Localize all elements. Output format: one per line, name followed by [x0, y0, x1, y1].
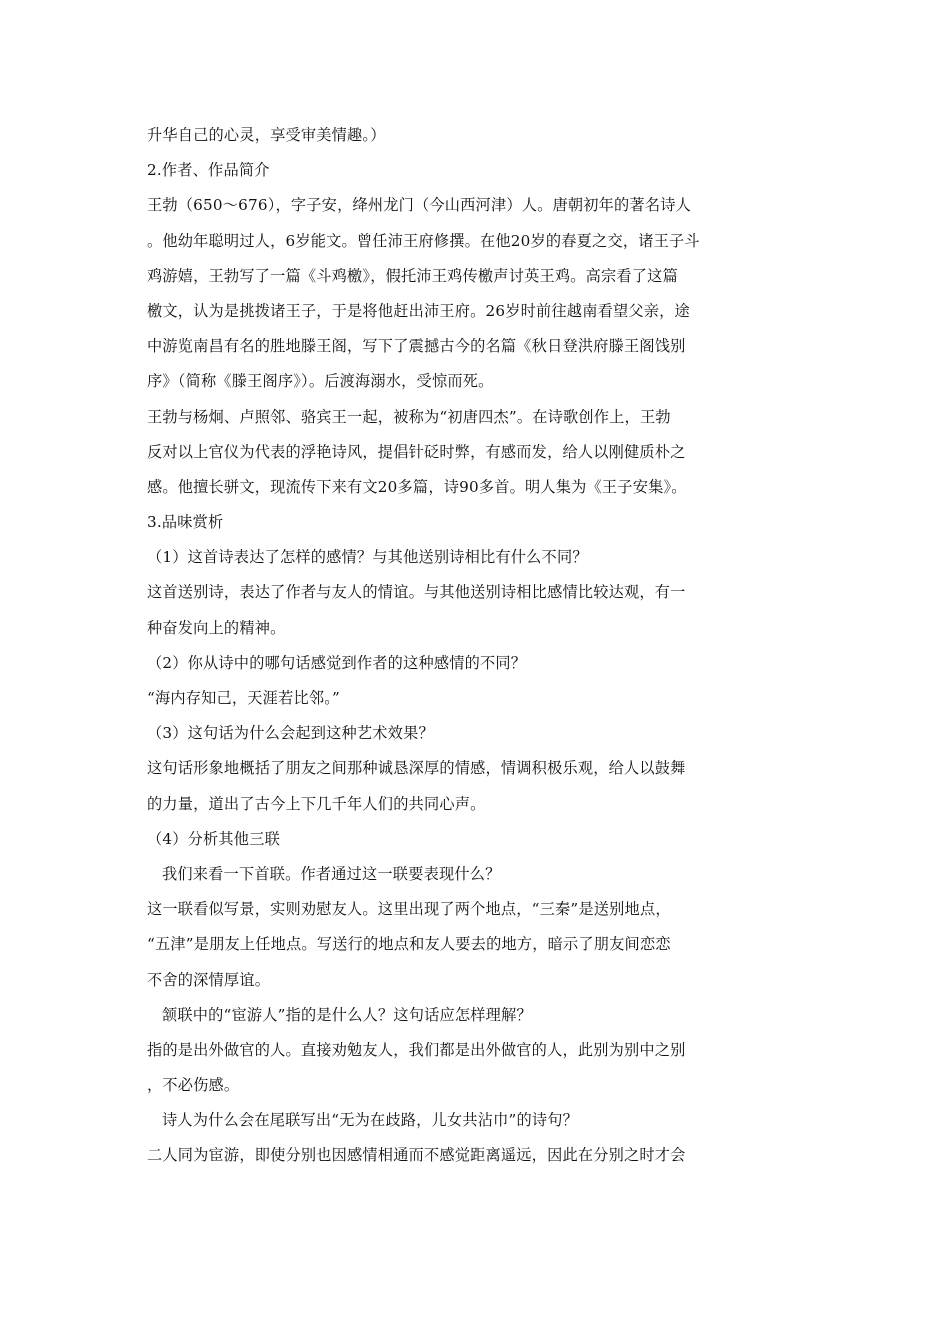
text-line: 的力量，道出了古今上下几千年人们的共同心声。: [147, 794, 486, 813]
text-line: 反对以上官仪为代表的浮艳诗风，提倡针砭时弊，有感而发，给人以刚健质朴之: [147, 442, 686, 461]
text-line: 种奋发向上的精神。: [147, 618, 286, 637]
text-line: 序》（简称《滕王阁序》）。后渡海溺水，受惊而死。: [147, 372, 494, 391]
text-line: 二人同为宦游，即使分别也因感情相通而不感觉距离遥远，因此在分别之时才会: [147, 1146, 686, 1165]
section-heading: 3.品味赏析: [147, 513, 224, 532]
text-line: 鸡游嬉，王勃写了一篇《斗鸡檄》，假托沛王鸡传檄声讨英王鸡。高宗看了这篇: [147, 266, 678, 285]
question-line: 诗人为什么会在尾联写出“无为在歧路，儿女共沾巾”的诗句？: [162, 1111, 579, 1130]
text-line: 。他幼年聪明过人，6岁能文。曾任沛王府修撰。在他20岁的春夏之交，诸王子斗: [147, 231, 700, 250]
text-line: 不舍的深情厚谊。: [147, 970, 271, 989]
text-line: ，不必伤感。: [147, 1076, 240, 1095]
question-line: （2）你从诗中的哪句话感觉到作者的这种感情的不同？: [147, 653, 527, 672]
text-line: 指的是出外做官的人。直接劝勉友人，我们都是出外做官的人，此别为别中之别: [147, 1040, 686, 1059]
text-line: 感。他擅长骈文，现流传下来有文20多篇，诗90多首。明人集为《王子安集》。: [147, 477, 687, 496]
text-line: 这句话形象地概括了朋友之间那种诚恳深厚的情感，情调积极乐观，给人以鼓舞: [147, 759, 686, 778]
document-page: [147, 118, 747, 1174]
text-line: “海内存知己，天涯若比邻。”: [147, 689, 340, 707]
question-line: （4）分析其他三联: [147, 829, 280, 848]
text-line: 升华自己的心灵，享受审美情趣。）: [147, 126, 386, 144]
question-line: 我们来看一下首联。作者通过这一联要表现什么？: [162, 864, 501, 883]
text-line: 中游览南昌有名的胜地滕王阁，写下了震撼古今的名篇《秋日登洪府滕王阁饯别: [147, 337, 686, 356]
section-heading: 2.作者、作品简介: [147, 161, 270, 180]
text-line: 檄文，认为是挑拨诸王子，于是将他赶出沛王府。26岁时前往越南看望父亲，途: [147, 301, 690, 320]
question-line: （1）这首诗表达了怎样的感情？与其他送别诗相比有什么不同？: [147, 548, 588, 567]
question-line: （3）这句话为什么会起到这种艺术效果？: [147, 724, 434, 743]
question-line: 颔联中的“宦游人”指的是什么人？这句话应怎样理解？: [162, 1005, 532, 1024]
text-line: 王勃（650～676），字子安，绛州龙门（今山西河津）人。唐朝初年的著名诗人: [147, 196, 691, 215]
text-line: 这一联看似写景，实则劝慰友人。这里出现了两个地点，“三秦”是送别地点，: [147, 900, 671, 919]
text-line: “五津”是朋友上任地点。写送行的地点和友人要去的地方，暗示了朋友间恋恋: [147, 935, 671, 954]
text-line: 王勃与杨炯、卢照邻、骆宾王一起，被称为“初唐四杰”。在诗歌创作上，王勃: [147, 407, 671, 426]
text-line: 这首送别诗，表达了作者与友人的情谊。与其他送别诗相比感情比较达观，有一: [147, 583, 686, 602]
